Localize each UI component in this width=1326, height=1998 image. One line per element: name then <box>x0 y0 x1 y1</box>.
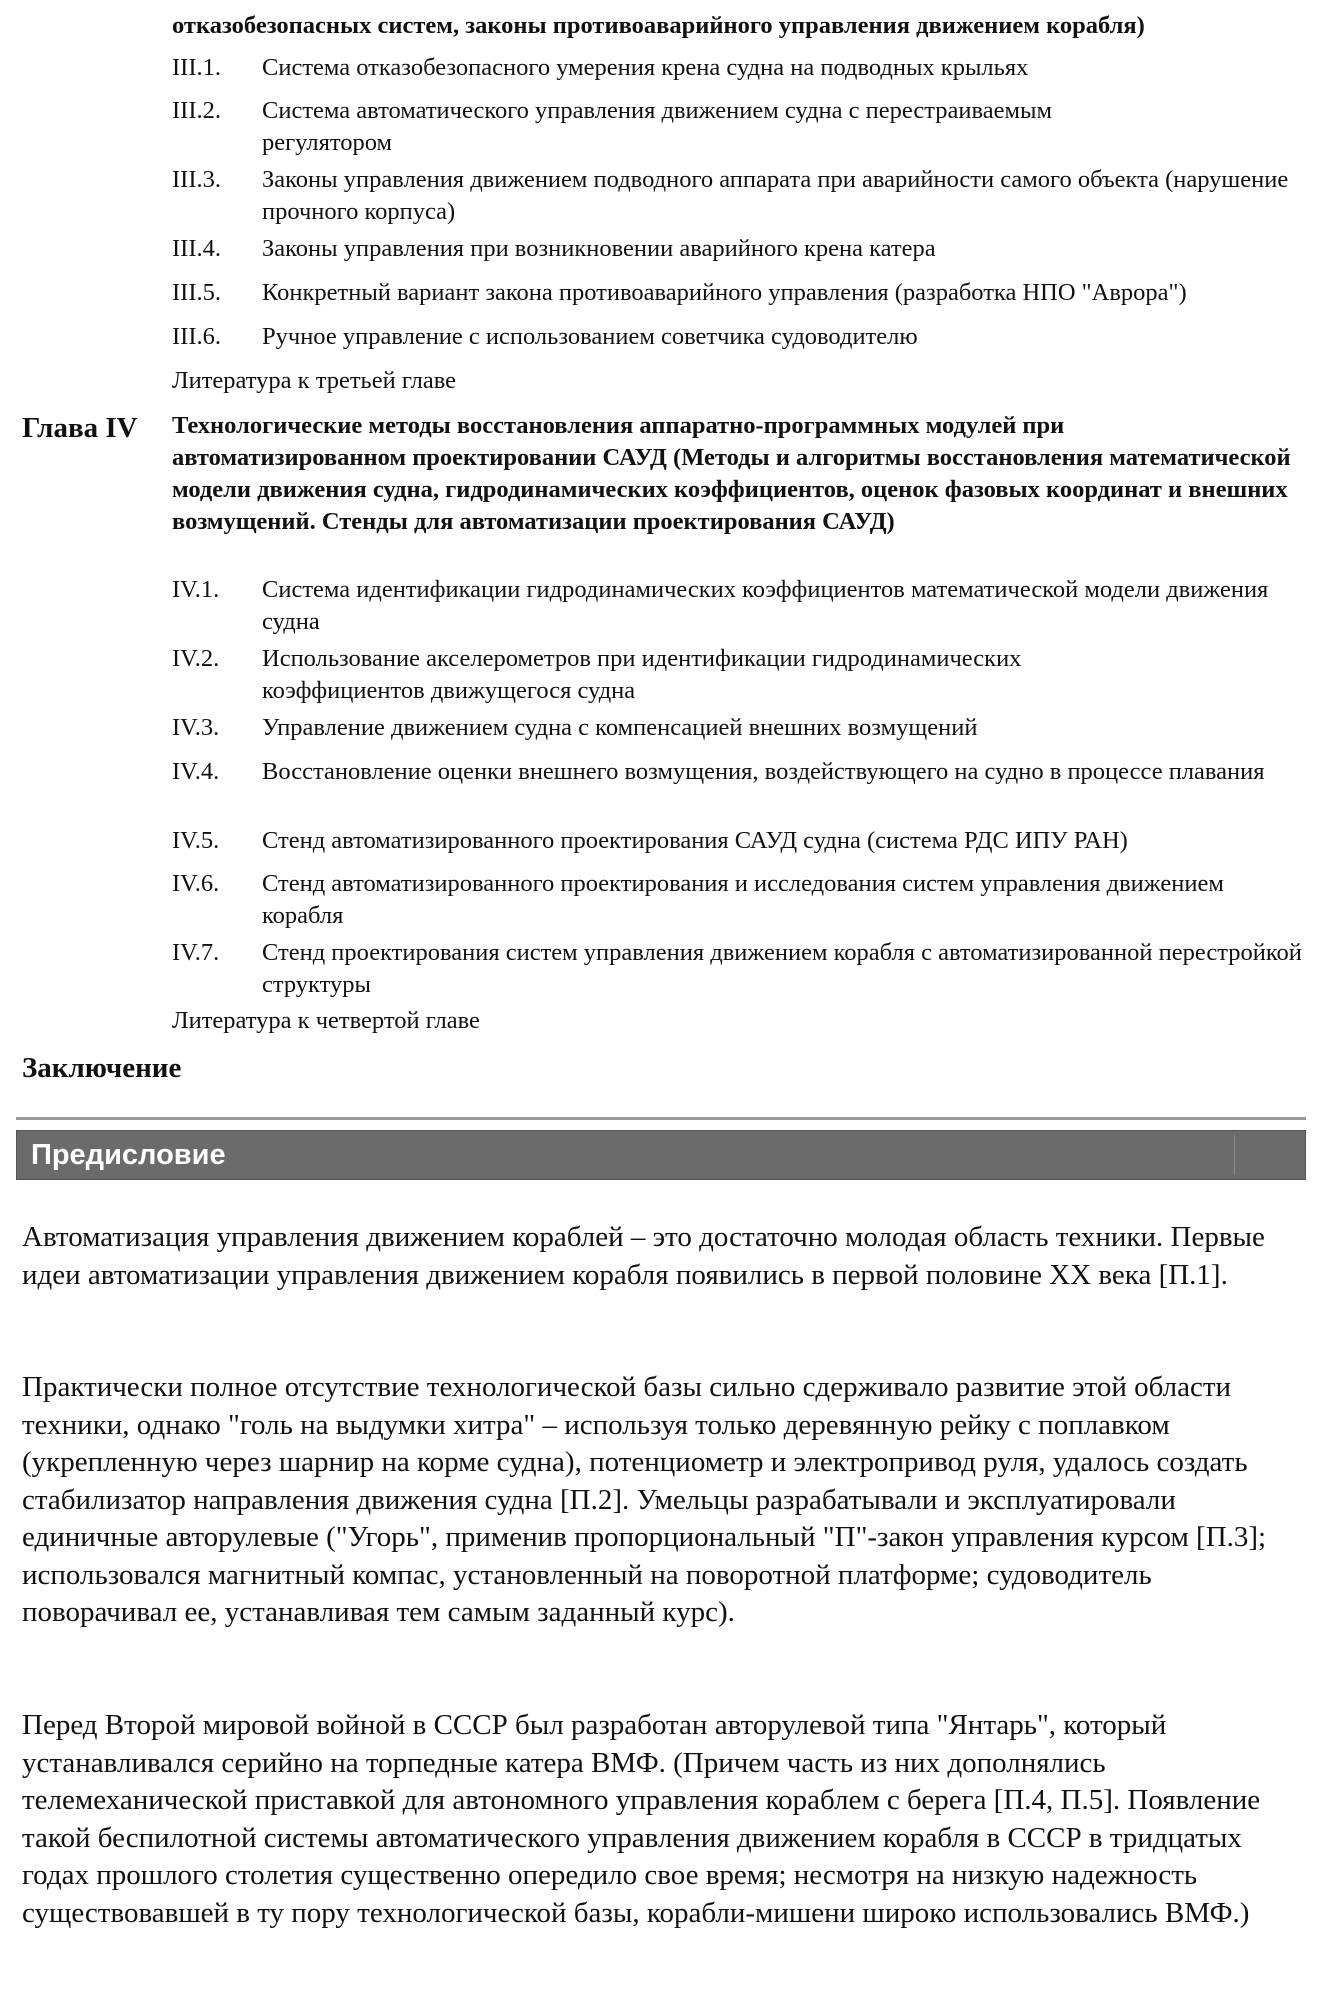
toc-item-iv-3[interactable] <box>172 712 1312 744</box>
toc-item-number: III.1. <box>172 54 221 81</box>
toc-item-title: Система идентификации гидродинамических коэффициентов математической модели движения судна <box>262 576 1269 635</box>
toc-item-title: Конкретный вариант закона противоаварийного управления (разработка НПО "Аврора") <box>262 279 1187 306</box>
toc-item-iii-5[interactable] <box>172 277 1312 309</box>
toc-item-title: Стенд автоматизированного проектирования и исследования систем управления движением корабля <box>262 870 1224 929</box>
toc-item-iv-6[interactable] <box>172 868 1312 932</box>
toc-item-number: III.5. <box>172 279 221 306</box>
toc-item-iv-2[interactable] <box>172 643 1312 707</box>
toc-item-iii-3[interactable] <box>172 164 1312 228</box>
toc-item-title: Использование акселерометров при идентификации гидродинамических коэффициентов движущегося судна <box>262 645 1022 704</box>
horizontal-divider <box>16 1117 1306 1120</box>
toc-item-title: Законы управления движением подводного аппарата при аварийности самого объекта (нарушение прочного корпуса) <box>262 166 1289 225</box>
bar-divider <box>1234 1135 1235 1175</box>
toc-item-title: Система автоматического управления движением судна с перестраиваемым регулятором <box>262 97 1052 156</box>
section-header-bar <box>16 1130 1306 1180</box>
toc-item-number: III.2. <box>172 97 221 124</box>
toc-item-number: IV.6. <box>172 870 220 897</box>
toc-item-number: IV.3. <box>172 714 220 741</box>
toc-item-iii-4[interactable] <box>172 233 1312 265</box>
toc-literature-ch4[interactable]: Литература к четвертой главе <box>172 1007 480 1034</box>
toc-item-iv-7[interactable] <box>172 937 1312 1001</box>
toc-item-title: Стенд автоматизированного проектирования САУД судна (система РДС ИПУ РАН) <box>262 827 1128 854</box>
toc-item-iv-1[interactable] <box>172 574 1312 638</box>
toc-item-title: Ручное управление с использованием советчика судоводителю <box>262 323 918 350</box>
toc-item-title: Система отказобезопасного умерения крена судна на подводных крыльях <box>262 54 1029 81</box>
toc-item-number: III.3. <box>172 166 221 193</box>
chapter-label: Глава IV <box>22 412 138 444</box>
toc-item-title: Восстановление оценки внешнего возмущения, воздействующего на судно в процессе плавания <box>262 758 1265 785</box>
preface-paragraph: Перед Второй мировой войной в СССР был разработан авторулевой типа "Янтарь", который устанавливался серийно на торпедные катера ВМФ. (Причем часть из них дополнялись телемеханической приставкой для автономного управления кораблем с берега [П.4, П.5]. Появление такой беспилотной системы автоматического управления движением корабля в СССР в тридцатых годах прошлого столетия существенно опередило свое время; несмотря на низкую надежность существовавшей в ту пору технологической базы, корабли-мишени широко использовались ВМФ.) <box>22 1709 1261 1929</box>
toc-item-number: IV.7. <box>172 939 220 966</box>
preface-paragraph: Практически полное отсутствие технологической базы сильно сдерживало развитие этой области техники, однако "голь на выдумки хитра" – используя только деревянную рейку с поплавком (укрепленную через шарнир на корме судна), потенциометр и электропривод руля, удалось создать стабилизатор направления движения судна [П.2]. Умельцы разрабатывали и эксплуатировали единичные авторулевые ("Угорь", применив пропорциональный "П"-закон управления курсом [П.3]; использовался магнитный компас, установленный на поворотной платформе; судоводитель поворачивал ее, устанавливая тем самым заданный курс). <box>22 1371 1267 1628</box>
toc-item-iv-4[interactable] <box>172 756 1312 788</box>
toc-item-number: IV.5. <box>172 827 220 854</box>
toc-item-iii-6[interactable] <box>172 321 1312 353</box>
toc-item-number: IV.1. <box>172 576 220 603</box>
chapter4-heading: Технологические методы восстановления аппаратно-программных модулей при автоматизированном проектировании САУД (Методы и алгоритмы восстановления математической модели движения судна, гидродинамических коэффициентов, оценок фазовых координат и внешних возмущений. Стенды для автоматизации проектирования САУД) <box>172 412 1291 535</box>
toc-item-iii-2[interactable] <box>172 95 1312 159</box>
toc-item-iii-1[interactable] <box>172 52 1312 84</box>
section-title: Предисловие <box>31 1139 226 1171</box>
toc-conclusion[interactable]: Заключение <box>22 1052 182 1084</box>
toc-literature-ch3[interactable]: Литература к третьей главе <box>172 367 457 394</box>
chapter3-heading-tail: отказобезопасных систем, законы противоаварийного управления движением корабля) <box>172 12 1145 39</box>
toc-item-title: Законы управления при возникновении аварийного крена катера <box>262 235 936 262</box>
toc-item-number: III.6. <box>172 323 221 350</box>
toc-item-number: IV.4. <box>172 758 220 785</box>
toc-item-iv-5[interactable] <box>172 825 1312 857</box>
toc-item-number: IV.2. <box>172 645 220 672</box>
toc-item-number: III.4. <box>172 235 221 262</box>
preface-paragraph: Автоматизация управления движением кораблей – это достаточно молодая область техники. Первые идеи автоматизации управления движением корабля появились в первой половине XX века [П.1]. <box>22 1221 1265 1291</box>
toc-item-title: Управление движением судна с компенсацией внешних возмущений <box>262 714 978 741</box>
toc-item-title: Стенд проектирования систем управления движением корабля с автоматизированной перестройкой структуры <box>262 939 1302 998</box>
